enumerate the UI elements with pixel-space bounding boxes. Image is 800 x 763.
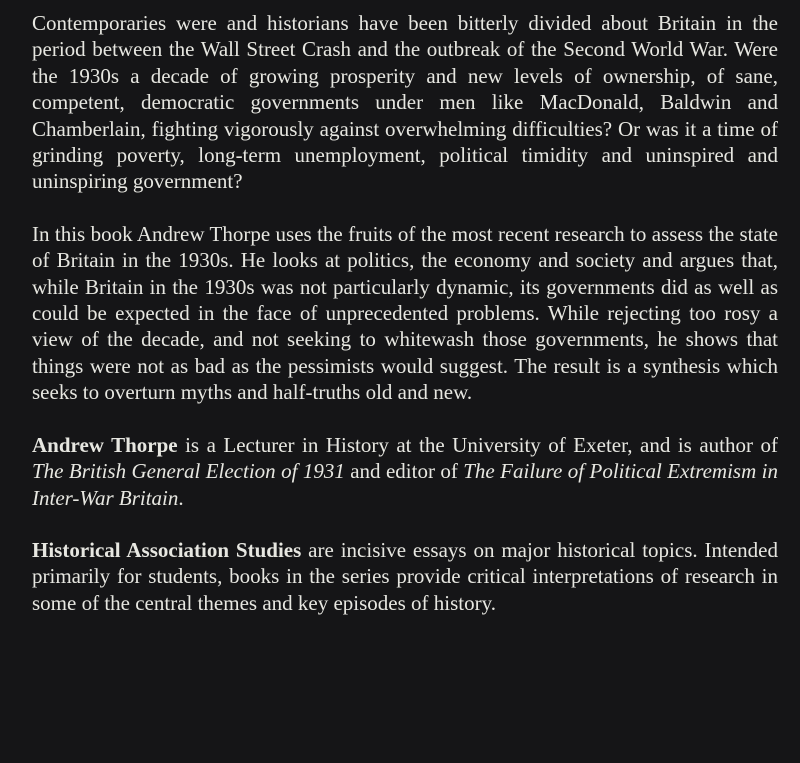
author-book-title-1: The British General Election of 1931 bbox=[32, 459, 345, 484]
author-bio bbox=[32, 432, 778, 511]
series-description: are incisive essays on major historical topics. Intended primarily for students, books in the series provide critical interpretations of research in some of the central themes and key episodes of history. bbox=[32, 537, 778, 615]
author-bio-text-1: is a Lecturer in History at the University of Exeter, and is author of bbox=[177, 432, 778, 457]
blurb-paragraph-1: Contemporaries were and historians have been bitterly divided about Britain in the period between the Wall Street Crash and the outbreak of the Second World War. Were the 1930s a decade of growing prosperity and new levels of ownership, of sane, competent, democratic governments under men like MacDonald, Baldwin and Chamberlain, fighting vigorously against overwhelming difficulties? Or was it a time of grinding poverty, long-term unemployment, political timidity and uninspired and uninspiring government? bbox=[32, 11, 778, 194]
series-note bbox=[32, 537, 778, 616]
blurb-paragraph-2: In this book Andrew Thorpe uses the fruits of the most recent research to assess the state of Britain in the 1930s. He looks at politics, the economy and society and argues that, while Britain in the 1930s was not particularly dynamic, its governments did as well as could be expected in the face of unprecedented problems. While rejecting too rosy a view of the decade, and not seeking to whitewash those governments, he shows that things were not as bad as the pessimists would suggest. The result is a synthesis which seeks to overturn myths and half-truths old and new. bbox=[32, 221, 778, 405]
series-name: Historical Association Studies bbox=[32, 537, 302, 562]
author-bio-text-2: and editor of bbox=[344, 459, 464, 484]
author-name: Andrew Thorpe bbox=[32, 432, 178, 457]
author-bio-text-3: . bbox=[178, 485, 184, 510]
author-book-title-2: The Failure of Political Extremism in Inter-War Britain bbox=[32, 459, 779, 510]
